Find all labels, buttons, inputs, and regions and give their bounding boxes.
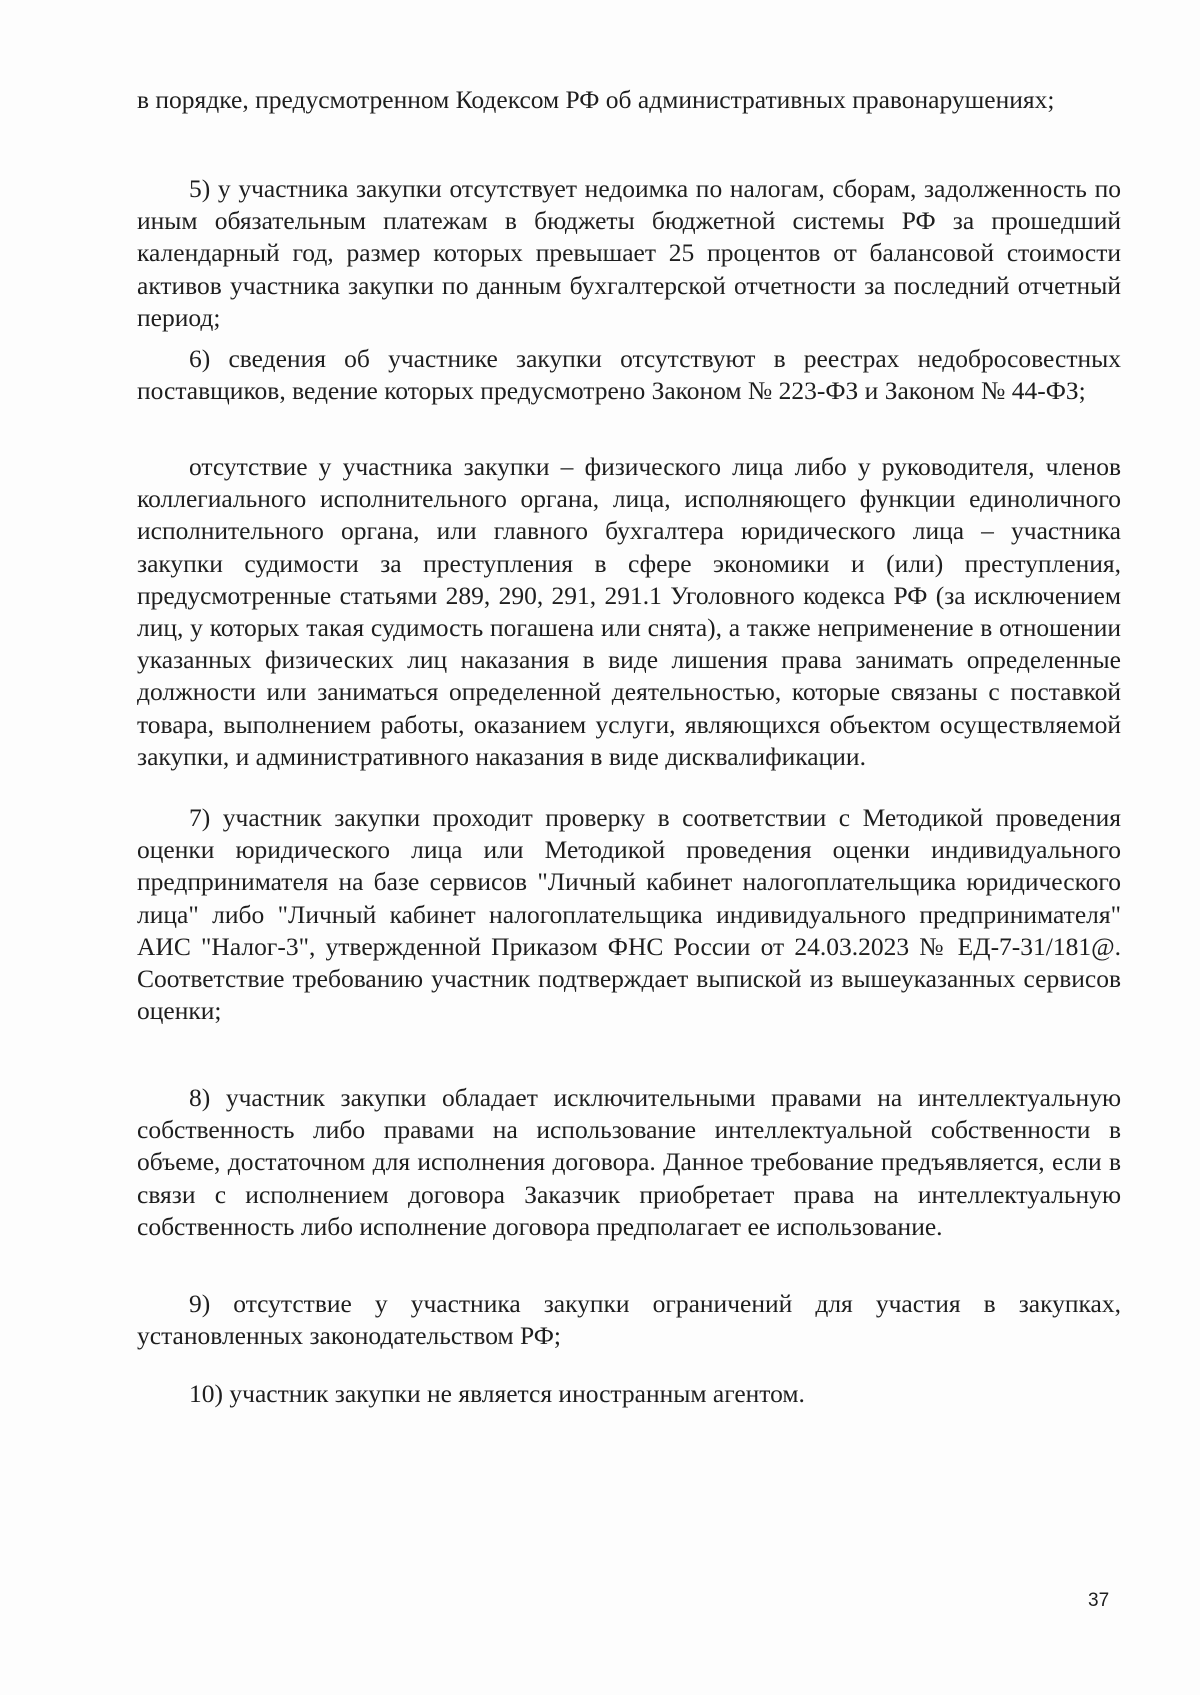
paragraph-item-6-absence-of-conviction: отсутствие у участника закупки – физического лица либо у руководителя, членов коллегиального исполнительного органа, лица, исполняющего функции единоличного исполнительного органа, или главного бухгалтера юридического лица – участника закупки судимости за преступления в сфере экономики и (или) преступления, предусмотренные статьями 289, 290, 291, 291.1 Уголовного кодекса РФ (за исключением лиц, у которых такая судимость погашена или снята), а также неприменение в отношении указанных физических лиц наказания в виде лишения права занимать определенные должности или заниматься определенной деятельностью, которые связаны с поставкой товара, выполнением работы, оказанием услуги, являющихся объектом осуществляемой закупки, и административного наказания в виде дисквалификации. xyxy=(137,452,1121,771)
paragraph-item-7: 7) участник закупки проходит проверку в соответствии с Методикой проведения оценки юридического лица или Методикой проведения оценки индивидуального предпринимателя на базе сервисов "Личный кабинет налогоплательщика юридического лица" либо "Личный кабинет налогоплательщика индивидуального предпринимателя" АИС "Налог-3", утвержденной Приказом ФНС России от 24.03.2023 № ЕД-7-31/181@. Соответствие требованию участник подтверждает выпиской из вышеуказанных сервисов оценки; xyxy=(137,803,1121,1026)
paragraph-item-6: 6) сведения об участнике закупки отсутствуют в реестрах недобросовестных поставщиков, ведение которых предусмотрено Законом № 223-ФЗ и Законом № 44-ФЗ; xyxy=(137,344,1121,406)
paragraph-item-8: 8) участник закупки обладает исключительными правами на интеллектуальную собственность либо правами на использование интеллектуальной собственности в объеме, достаточном для исполнения договора. Данное требование предъявляется, если в связи с исполнением договора Заказчик приобретает права на интеллектуальную собственность либо исполнение договора предполагает ее использование. xyxy=(137,1083,1121,1241)
page-number: 37 xyxy=(1088,1590,1110,1611)
paragraph-item-9: 9) отсутствие у участника закупки ограничений для участия в закупках, установленных законодательством РФ; xyxy=(137,1289,1121,1351)
paragraph-item-5: 5) у участника закупки отсутствует недоимка по налогам, сборам, задолженность по иным обязательным платежам в бюджеты бюджетной системы РФ за прошедший календарный год, размер которых превышает 25 процентов от балансовой стоимости активов участника закупки по данным бухгалтерской отчетности за последний отчетный период; xyxy=(137,174,1121,332)
paragraph-item-10: 10) участник закупки не является иностранным агентом. xyxy=(189,1379,805,1408)
paragraph-continuation: в порядке, предусмотренном Кодексом РФ об административных правонарушениях; xyxy=(137,85,1055,114)
